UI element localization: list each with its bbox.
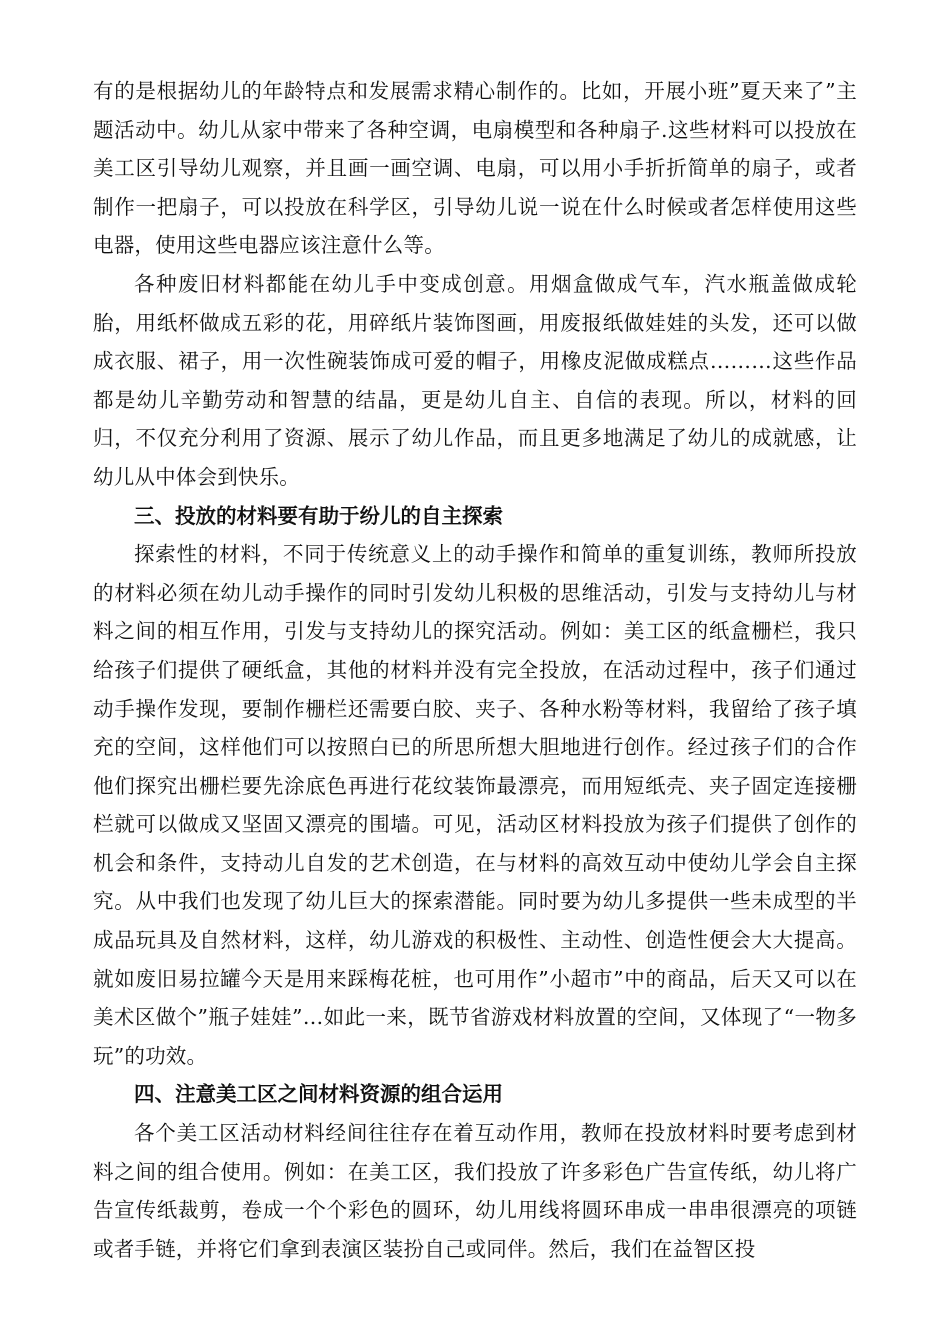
- paragraph-combination: 各个美工区活动材料经间往往存在着互动作用，教师在投放材料时要考虑到材料之间的组合使用。例如：在美工区，我们投放了许多彩色广告宣传纸，幼儿将广告宣传纸裁剪，卷成一个个彩色的圆环，幼儿用线将圆环串成一串串很漂亮的项链或者手链，并将它们拿到表演区装扮自己或同伴。然后，我们在益智区投: [93, 1121, 857, 1261]
- document-page: [93, 72, 857, 1268]
- section-heading-3: 三、投放的材料要有助于纷儿的自主探索: [134, 503, 503, 528]
- paragraph-continued: 有的是根据幼儿的年龄特点和发展需求精心制作的。比如，开展小班”夏天来了”主题活动中。幼儿从家中带来了各种空调，电扇模型和各种扇子.这些材料可以投放在美工区引导幼儿观察，并且画一画空调、电扇，可以用小手折折简单的扇子，或者制作一把扇子，可以投放在科学区，引导幼儿说一说在什么时候或者怎样使用这些电器，使用这些电器应该注意什么等。: [93, 79, 857, 258]
- paragraph-exploration: 探索性的材料，不同于传统意义上的动手操作和简单的重复训练，教师所投放的材料必须在幼儿动手操作的同时引发幼儿积极的思维活动，引发与支持幼儿与材料之间的相互作用，引发与支持幼儿的探究活动。例如：美工区的纸盒栅栏，我只给孩子们提供了硬纸盒，其他的材料并没有完全投放，在活动过程中，孩子们通过动手操作发现，要制作栅栏还需要白胶、夹子、各种水粉等材料，我留给了孩子填充的空间，这样他们可以按照白已的所思所想大胆地进行创作。经过孩子们的合作他们探究出栅栏要先涂底色再进行花纹装饰最漂亮，而用短纸壳、夹子固定连接栅栏就可以做成又坚固又漂亮的围墙。可见，活动区材料投放为孩子们提供了创作的机会和条件，支持动儿自发的艺术创造，在与材料的高效互动中使幼儿学会自主探究。从中我们也发现了幼儿巨大的探索潜能。同时要为幼儿多提供一些未成型的半成品玩具及自然材料，这样，幼儿游戏的积极性、主动性、创造性便会大大提高。就如废旧易拉罐今天是用来踩梅花桩，也可用作”小超市”中的商品，后天又可以在美术区做个”瓶子娃娃”…如此一来，既节省游戏材料放置的空间，又体现了“一物多玩”的功效。: [93, 542, 857, 1068]
- section-heading-4: 四、注意美工区之间材料资源的组合运用: [134, 1082, 503, 1107]
- paragraph-waste-materials: 各种废旧材料都能在幼儿手中变成创意。用烟盒做成气车，汽水瓶盖做成轮胎，用纸杯做成五彩的花，用碎纸片装饰图画，用废报纸做娃娃的头发，还可以做成衣服、裙子，用一次性碗装饰成可爱的帽子，用橡皮泥做成糕点………这些作品都是幼儿辛勤劳动和智慧的结晶，更是幼儿自主、自信的表现。所以，材料的回归，不仅充分利用了资源、展示了幼儿作品，而且更多地满足了幼儿的成就感，让幼儿从中体会到快乐。: [93, 271, 857, 489]
